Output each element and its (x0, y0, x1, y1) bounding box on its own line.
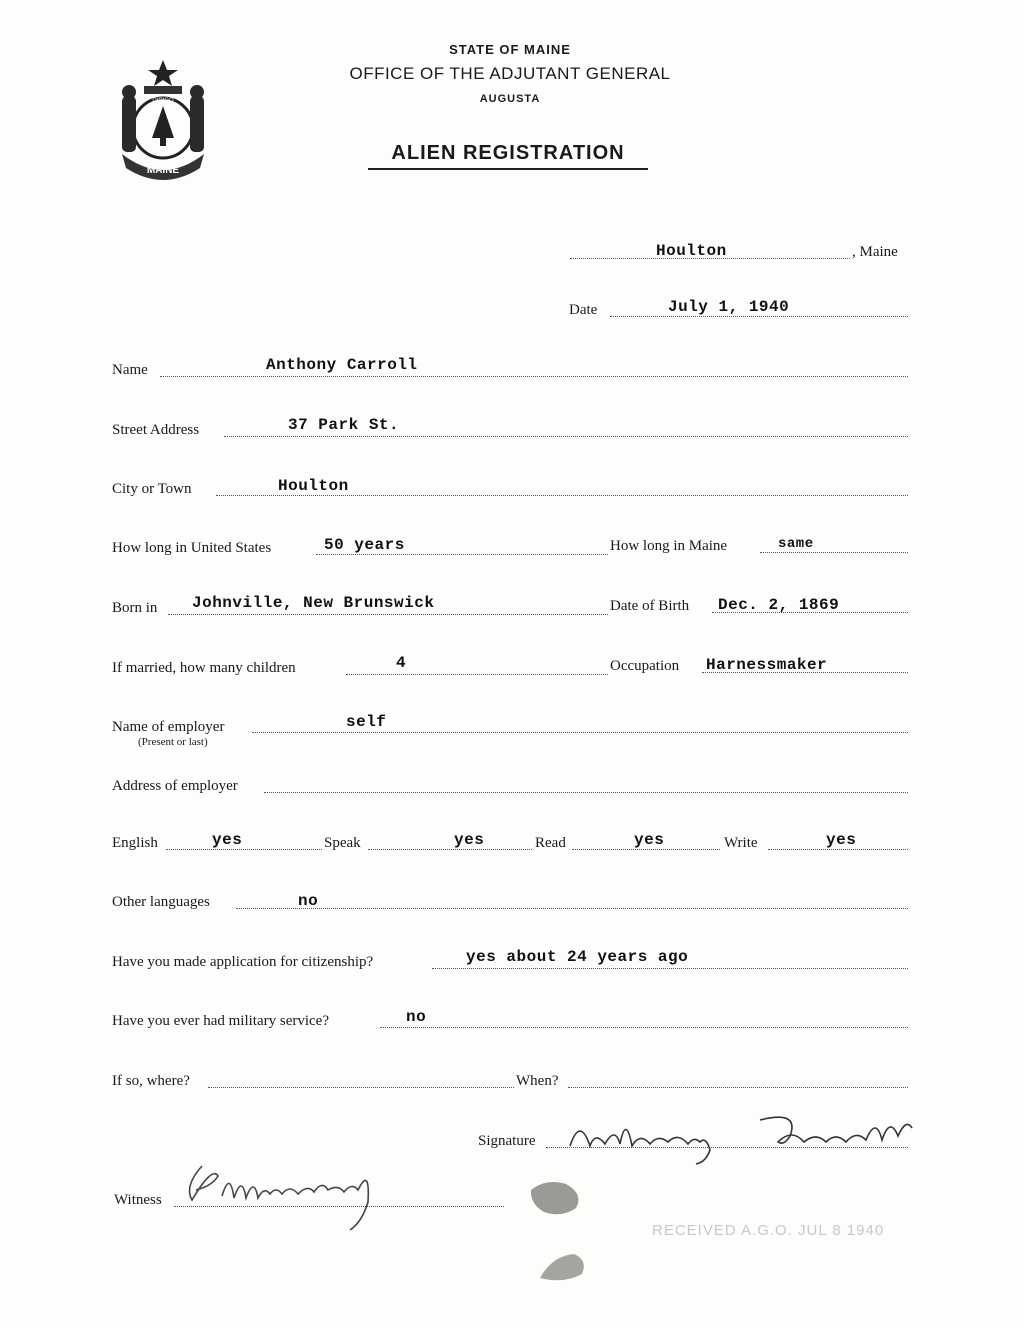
maine-years-label: How long in Maine (610, 538, 728, 554)
employer-label: Name of employer (112, 719, 225, 735)
name-value: Anthony Carroll (266, 356, 418, 374)
write-label: Write (724, 835, 758, 851)
english-label: English (112, 835, 158, 851)
military-label: Have you ever had military service? (112, 1013, 329, 1029)
write-line (768, 849, 908, 850)
date-line (610, 316, 908, 317)
children-value: 4 (396, 654, 407, 672)
maine-years-value: same (778, 536, 814, 552)
citizenship-value: yes about 24 years ago (466, 948, 689, 966)
citizenship-line (432, 968, 908, 969)
street-value: 37 Park St. (288, 416, 400, 434)
city-heading: AUGUSTA (479, 93, 541, 105)
dob-value: Dec. 2, 1869 (718, 596, 840, 614)
paper-stain (526, 1178, 586, 1218)
name-line (160, 376, 908, 377)
speak-value: yes (454, 831, 485, 849)
where-line (208, 1087, 514, 1088)
signature-handwriting (560, 1106, 920, 1166)
military-line (380, 1027, 908, 1028)
street-line (224, 436, 908, 437)
paper-stain (534, 1250, 594, 1286)
english-value: yes (212, 831, 243, 849)
place-value: Houlton (656, 242, 727, 260)
seal-ribbon-text: MAINE (146, 165, 180, 176)
street-label: Street Address (112, 422, 200, 438)
maine-years-line (760, 552, 908, 553)
english-line (166, 849, 322, 850)
born-in-label: Born in (112, 600, 158, 616)
employer-line (252, 732, 908, 733)
employer-sublabel: (Present or last) (138, 736, 208, 748)
where-label: If so, where? (112, 1073, 190, 1089)
seal-motto-text: DIRIGO (152, 98, 174, 104)
signature-label: Signature (478, 1133, 536, 1149)
speak-label: Speak (324, 835, 361, 851)
state-heading: STATE OF MAINE (449, 42, 571, 57)
children-line (346, 674, 608, 675)
office-heading: OFFICE OF THE ADJUTANT GENERAL (349, 64, 671, 83)
read-label: Read (535, 835, 566, 851)
born-in-line (168, 614, 608, 615)
children-label: If married, how many children (112, 660, 296, 676)
employer-address-label: Address of employer (112, 778, 238, 794)
city-line (216, 495, 908, 496)
us-years-label: How long in United States (112, 540, 272, 556)
born-in-value: Johnville, New Brunswick (192, 594, 435, 612)
other-languages-label: Other languages (112, 894, 210, 910)
us-years-line (316, 554, 608, 555)
dob-label: Date of Birth (610, 598, 690, 614)
occupation-label: Occupation (610, 658, 680, 674)
other-languages-line (236, 908, 908, 909)
date-label: Date (569, 302, 598, 318)
witness-handwriting (172, 1156, 392, 1236)
speak-line (368, 849, 532, 850)
occupation-value: Harnessmaker (706, 656, 828, 674)
when-label: When? (516, 1073, 559, 1089)
witness-label: Witness (114, 1192, 162, 1208)
employer-value: self (346, 713, 387, 731)
place-suffix: , Maine (852, 244, 898, 260)
when-line (568, 1087, 908, 1088)
city-value: Houlton (278, 477, 349, 495)
military-value: no (406, 1008, 427, 1026)
city-label: City or Town (112, 481, 192, 497)
received-stamp: RECEIVED A.G.O. JUL 8 1940 (652, 1222, 885, 1239)
citizenship-label: Have you made application for citizenship? (112, 954, 374, 970)
other-languages-value: no (298, 892, 319, 910)
employer-address-line (264, 792, 908, 793)
date-value: July 1, 1940 (668, 298, 790, 316)
form-title: ALIEN REGISTRATION (368, 142, 648, 170)
us-years-value: 50 years (324, 536, 405, 554)
name-label: Name (112, 362, 148, 378)
read-value: yes (634, 831, 665, 849)
read-line (572, 849, 720, 850)
write-value: yes (826, 831, 857, 849)
